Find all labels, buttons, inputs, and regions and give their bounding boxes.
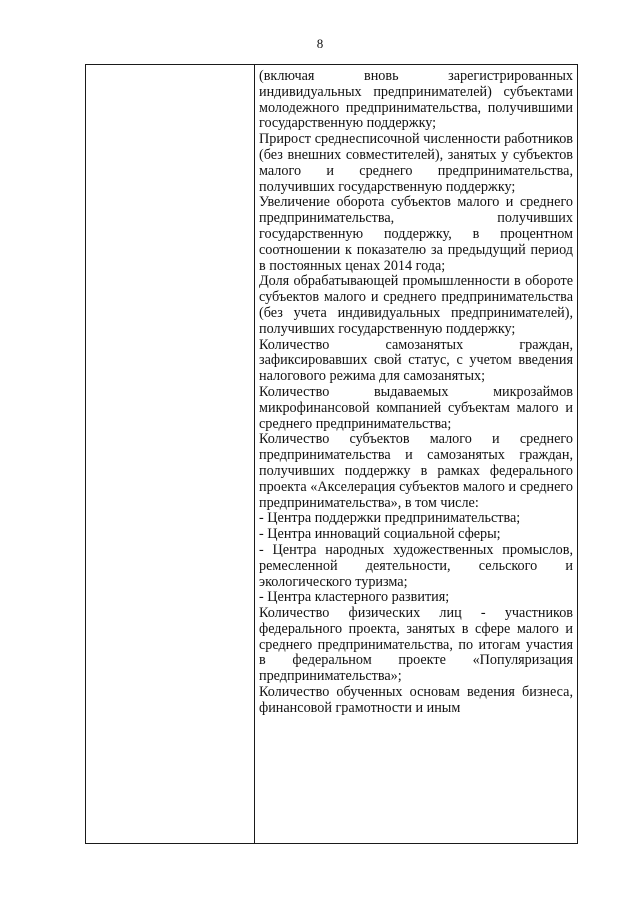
indicator-paragraph: Количество выдаваемых микрозаймов микрофинансовой компанией субъектам малого и среднего предпринимательства;: [259, 383, 573, 432]
indicator-paragraph: (включая вновь зарегистрированных индивидуальных предпринимателей) субъектами молодежного предпринимательства, получившими государственную поддержку;: [259, 68, 573, 132]
indicator-paragraph: Увеличение оборота субъектов малого и среднего предпринимательства, получивших государственную поддержку, в процентном соотношении к показателю за предыдущий период в постоянных ценах 2014 года;: [259, 194, 573, 274]
table-row: [86, 65, 578, 844]
indicator-list-item: - Центра кластерного развития;: [259, 589, 450, 606]
indicator-paragraph: Количество самозанятых граждан, зафиксировавших свой статус, с учетом введения налогового режима для самозанятых;: [259, 336, 573, 385]
indicator-list-item: - Центра инноваций социальной сферы;: [259, 526, 501, 543]
table-cell-left-empty: [86, 65, 255, 844]
indicators-table: [85, 64, 578, 844]
indicator-paragraph: Доля обрабатывающей промышленности в обороте субъектов малого и среднего предпринимательства (без учета индивидуальных предпринимателей), получивших государственную поддержку;: [259, 273, 573, 337]
indicator-list-item: - Центра поддержки предпринимательства;: [259, 510, 521, 527]
page-number: 8: [316, 36, 324, 51]
indicator-paragraph: Количество субъектов малого и среднего предпринимательства и самозанятых граждан, получивших поддержку в рамках федерального проекта «Акселерация субъектов малого и среднего предпринимательства», в том числе:: [259, 431, 573, 511]
indicator-paragraph: Прирост среднесписочной численности работников (без внешних совместителей), занятых у субъектов малого и среднего предпринимательства, получивших государственную поддержку;: [259, 131, 573, 195]
indicator-paragraph: Количество обученных основам ведения бизнеса, финансовой грамотности и иным: [259, 684, 573, 716]
indicator-paragraph: Количество физических лиц - участников федерального проекта, занятых в сфере малого и среднего предпринимательства, по итогам участия в федеральном проекте «Популяризация предпринимательства»;: [259, 605, 573, 685]
table-cell-indicators: [255, 65, 578, 844]
indicators-text: [259, 69, 573, 717]
indicator-list-item: - Центра народных художественных промыслов, ремесленной деятельности, сельского и экологического туризма;: [259, 541, 573, 590]
